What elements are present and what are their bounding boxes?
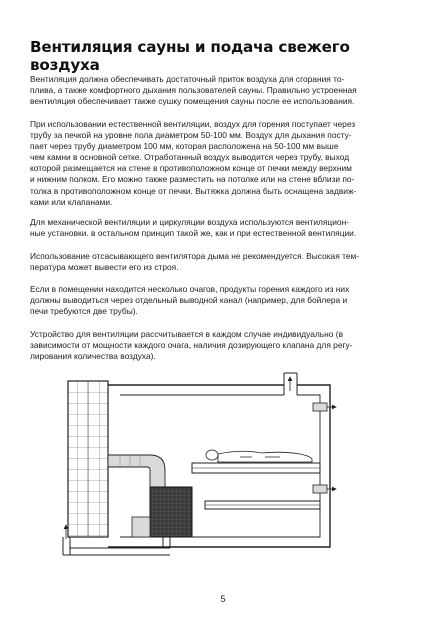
text-line: должны выводиться через отдельный выводной канал (например, для бойлера и (30, 295, 348, 306)
text-line: Если в помещении находится несколько очагов, продукты горения каждого из них (30, 284, 350, 294)
text-line: которой размещается на стене в противоположном конце от печки между верхним (30, 163, 352, 174)
upper-bench (192, 463, 320, 473)
text-line: Использование отсасывающего вентилятора дыма не рекомендуется. Высокая тем- (30, 251, 360, 261)
text-line: толка в противоположном конце от печки. Вытяжка должна быть оснащена задвиж- (30, 185, 357, 196)
text-line: зависимости от мощности каждого очага, наличия дозирующего клапана для регу- (30, 340, 353, 351)
wall-vent-lower (313, 485, 336, 493)
exhaust-duct (284, 373, 297, 395)
text-line: Вентиляция должна обеспечивать достаточный приток воздуха для сгорания то- (30, 74, 345, 84)
person-lying-icon (206, 450, 312, 462)
sauna-ventilation-diagram (48, 366, 368, 596)
text-line: чем камни в основной сетке. Отработанный воздух выводится через трубу, выход (30, 152, 350, 163)
text-line: и нижним полком. Его можно также разместить на потолке или на стене вблизи по- (30, 174, 355, 185)
page-number: 5 (220, 594, 226, 604)
paragraph-multiple-hearths (30, 284, 422, 317)
wall-vent-upper (313, 403, 336, 411)
text-line: При использовании естественной вентиляции, воздух для горения поступает через (30, 119, 356, 129)
stove-flue-pipe (108, 455, 165, 487)
chimney (68, 381, 108, 537)
text-line: лирования количества воздуха). (30, 351, 156, 362)
paragraph-intro (30, 74, 422, 107)
paragraph-calculation (30, 329, 422, 362)
text-line: Для механической вентиляции и циркуляции воздуха используются вентиляцион- (30, 217, 349, 227)
page-title: Вентиляция сауны и подача свежего воздуха (30, 38, 350, 74)
text-line: Устройство для вентиляции рассчитывается в каждом случае индивидуально (в (30, 329, 344, 339)
text-line: ные установки. в остальном принцип такой же, как и при естественной вентиляции. (30, 228, 357, 239)
text-line: плива, а также комфортного дыхания пользователей сауны. Правильно устроенная (30, 85, 357, 96)
sauna-heater (132, 487, 192, 537)
text-line: ками или клапанами. (30, 196, 113, 207)
paragraph-natural-ventilation (30, 119, 422, 208)
text-line: пература может вывести его из строя. (30, 262, 179, 273)
text-line: печи требуются две трубы). (30, 306, 138, 317)
text-line: трубу за печкой на уровне пола диаметром 50-100 мм. Воздух для дыхания посту- (30, 130, 352, 141)
text-line: вентиляция обеспечивает также сушку помещения сауны после ее использования. (30, 96, 355, 107)
paragraph-mechanical-ventilation (30, 217, 422, 239)
text-line: пает через трубу диаметром 100 мм, которая расположена на 50-100 мм выше (30, 141, 339, 152)
paragraph-smoke-fan (30, 251, 422, 273)
lower-bench (205, 501, 320, 509)
